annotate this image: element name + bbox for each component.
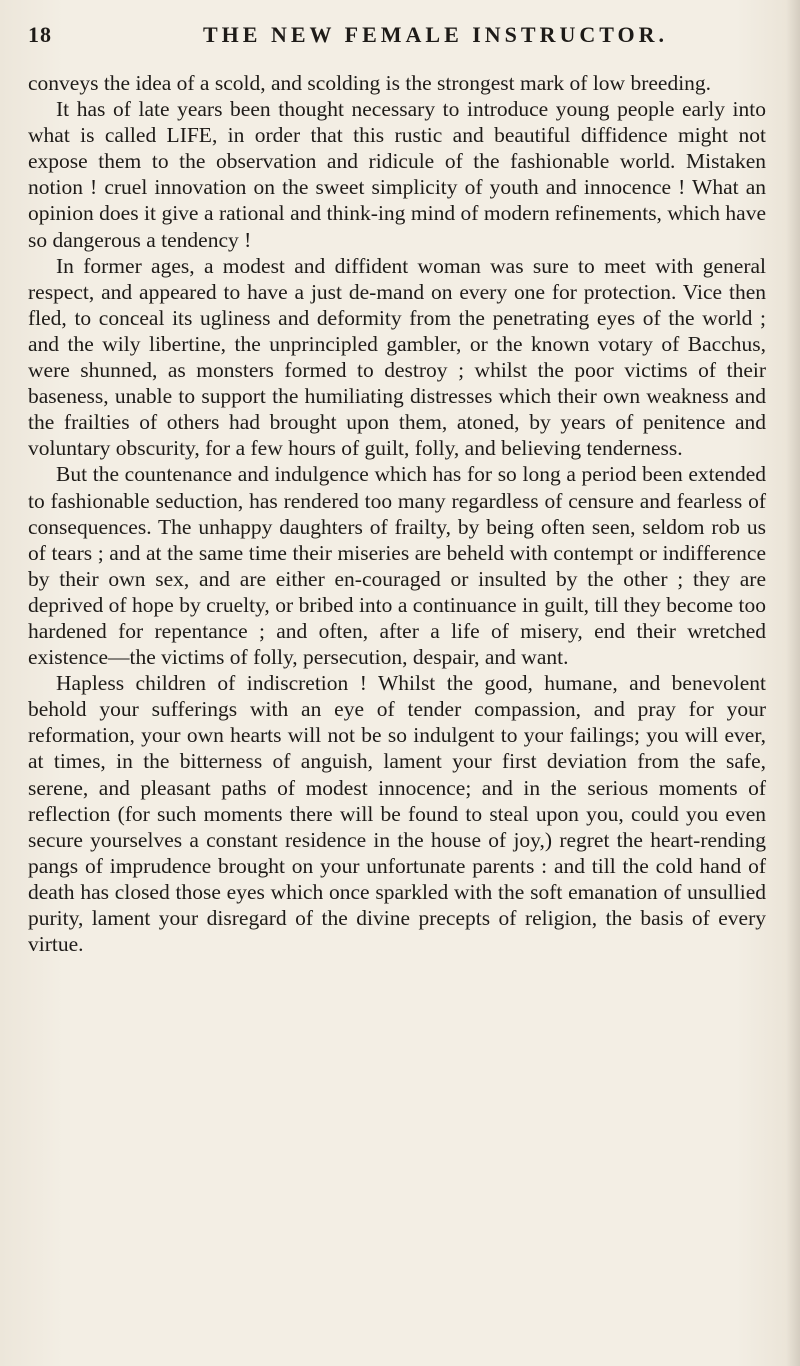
paragraph: conveys the idea of a scold, and scolding is the strongest mark of low breeding. (28, 71, 712, 95)
page-edge-shadow (786, 0, 800, 1366)
paragraph: But the countenance and indulgence which has for so long a period been extended to fashionable seduction, has rendered too many regardless of censure and fearless of consequences. The unhappy daughters of frailty, by being often seen, seldom rob us of tears ; and at the same time their miseries are beheld with contempt or indifference by their own sex, and are either en-couraged or insulted by the other ; they are deprived of hope by cruelty, or bribed into a continuance in guilt, till they become too hardened for repentance ; and often, after a life of misery, end their wretched existence—the victims of folly, persecution, despair, and want. (28, 462, 766, 670)
paragraph: In former ages, a modest and diffident woman was sure to meet with general respect, and appeared to have a just de-mand on every one for protection. Vice then fled, to conceal its ugliness and deformity from the penetrating eyes of the world ; and the wily libertine, the unprincipled gambler, or the known votary of Bacchus, were shunned, as monsters formed to destroy ; whilst the poor victims of their baseness, unable to support the humiliating distresses which their own weakness and the frailties of others had brought upon them, atoned, by years of penitence and voluntary obscurity, for a few hours of guilt, folly, and believing tenderness. (28, 253, 766, 461)
running-title: THE NEW FEMALE INSTRUCTOR. (203, 22, 669, 47)
body-text (28, 70, 766, 957)
running-head (28, 22, 788, 54)
page-number: 18 (28, 22, 52, 47)
paragraph: It has of late years been thought necessary to introduce young people early into what is called LIFE, in order that this rustic and beautiful diffidence might not expose them to the observation and ridicule of the fashionable world. Mistaken notion ! cruel innovation on the sweet simplicity of youth and innocence ! What an opinion does it give a rational and think-ing mind of modern refinements, which have so dangerous a tendency ! (28, 97, 766, 252)
paragraph: Hapless children of indiscretion ! Whilst the good, humane, and benevolent behold your sufferings with an eye of tender compassion, and pray for your reformation, your own hearts will not be so indulgent to your failings; you will ever, at times, in the bitterness of anguish, lament your first deviation from the safe, serene, and pleasant paths of modest innocence; and in the serious moments of reflection (for such moments there will be found to steal upon you, could you even secure yourselves a constant residence in the house of joy,) regret the heart-rending pangs of imprudence brought on your unfortunate parents : and till the cold hand of death has closed those eyes which once sparkled with the soft emanation of unsullied purity, lament your disregard of the divine precepts of religion, the basis of every virtue. (28, 671, 766, 957)
